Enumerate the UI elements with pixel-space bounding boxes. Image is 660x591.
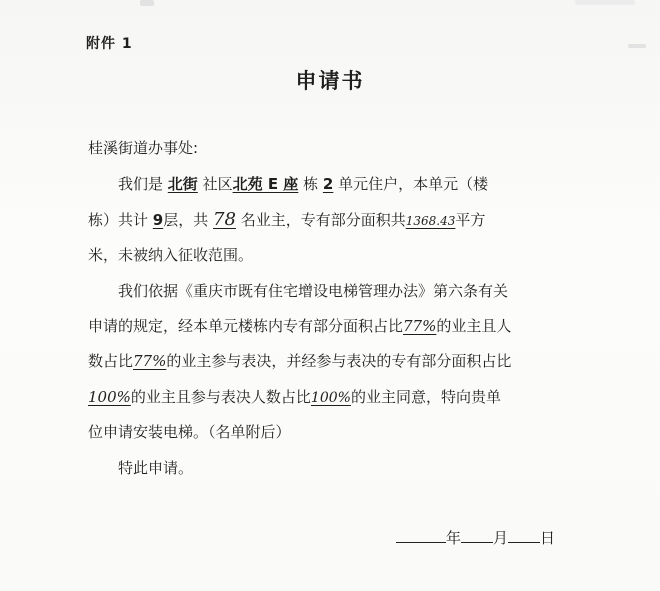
building-value: 北苑 E 座 [232,175,299,193]
paragraph-1-line-3: 米，未被纳入征收范围。 [88,246,254,264]
area-handwritten-value: 1368.43 [405,214,456,228]
month-blank [461,528,493,543]
text-segment: 名业主，专有部分面积共 [240,211,406,229]
text-segment: 栋 [303,175,319,193]
text-segment: 栋）共计 [88,211,149,229]
area-percent-handwritten: 77% [403,317,437,335]
floors-value: 9 [152,211,164,229]
closing-text: 特此申请。 [118,459,194,477]
text-segment: 的业主参与表决，并经参与表决的专有部分面积占比 [166,352,512,370]
text-segment: 平方 [455,211,486,229]
paragraph-2-line-2 [88,315,511,336]
unit-value: 2 [322,175,334,193]
text-segment: 数占比 [88,352,134,370]
paragraph-1-line-2 [88,209,485,230]
paragraph-2-line-5: 位申请安装电梯。（名单附后） [88,423,291,441]
date-line [396,527,555,548]
scan-smudge [140,0,154,6]
text-segment: 申请的规定，经本单元楼栋内专有部分面积占比 [88,317,404,335]
day-blank [508,528,540,543]
year-label: 年 [446,529,462,547]
paragraph-2-line-3 [88,350,511,371]
vote-area-percent-handwritten: 100% [88,388,131,406]
paragraph-2-line-1: 我们依据《重庆市既有住宅增设电梯管理办法》第六条有关 [118,282,509,300]
text-segment: 社区 [202,175,233,193]
paragraph-1-line-1 [118,173,488,194]
attachment-label: 附件 1 [86,36,133,52]
month-label: 月 [493,529,509,547]
day-label: 日 [540,529,556,547]
text-segment: 我们是 [118,175,164,193]
addressee: 桂溪街道办事处: [88,139,199,157]
paragraph-2-line-4 [88,386,501,407]
text-segment: 层，共 [163,211,209,229]
vote-people-percent-handwritten: 100% [310,390,351,406]
text-segment: 的业主且人 [436,317,512,335]
scan-smudge [628,44,646,48]
people-percent-handwritten: 77% [133,352,167,370]
page-title: 申请书 [295,69,365,93]
year-blank [396,528,446,543]
text-segment: 单元住户，本单元（楼 [338,175,489,193]
street-value: 北街 [167,175,198,193]
text-segment: 的业主且参与表决人数占比 [130,388,311,406]
owners-handwritten-value: 78 [213,209,236,230]
scan-smudge [575,0,635,5]
text-segment: 的业主同意，特向贵单 [350,388,501,406]
